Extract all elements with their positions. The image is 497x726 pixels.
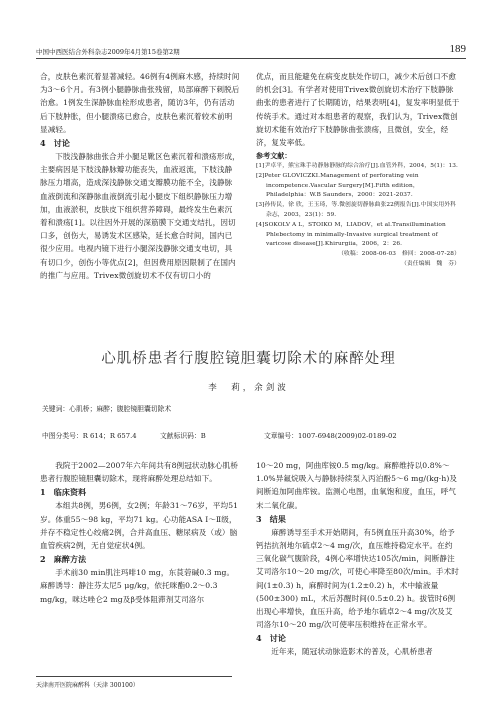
paragraph: 优点，而且能避免在病变皮肤处作切口，减少术后创口不愈的机会[3]。有学者对使用Trivex微创旋切术治疗下肢静脉曲张的患者进行了长期随访，结果表明[4]，复发率明显低于传统手术。通过对本组患者的观察，我们认为，Trivex微创旋切术能有效治疗下肢静脉曲张溃疡，且微创，安全，经济，复发率低。 <box>256 72 460 148</box>
reference-item: [4]SOKOLV A L，STOIKO M，LIADOV，et al.Transillumination Phlebectomy in minimally-Invasive surgical treatment of varicose disease[J].Khirurgiia，2006，2：26. <box>256 221 446 248</box>
article-id: 文章编号：1007-6948(2009)02-0189-02 <box>264 432 397 440</box>
section-heading: 1 临床资料 <box>40 487 87 498</box>
section-heading: 4 讨论 <box>40 138 70 149</box>
affiliation-footnote: 天津南开医院麻醉科（天津 300100） <box>36 676 232 689</box>
paragraph: 麻醉诱导至手术开始期间，有5例血压升高30%，给予钙拮抗剂地尔硫卓2～4 mg/次，血压维持稳定水平。在约三氧化碳气腹阶段，4例心率增快达105次/min，间断静注艾司洛尔10～20 mg/次，可使心率降至80次/min。手术时间(1±0.3) h，麻醉时间为(1.2±0.2) h，术中输液量(500±300) mL，术后苏醒时间(0.5±0.2) h。拔管时6例出现心率增快，血压升高，给予地尔硫卓2～4 mg/次及艾司洛尔10～20 mg/次可使率压积维持在正常水平。 <box>256 527 459 630</box>
top-right-column <box>256 70 460 270</box>
bottom-right-column <box>256 459 460 659</box>
top-left-column <box>40 70 240 282</box>
bottom-left-column <box>40 459 240 606</box>
section-heading: 3 结果 <box>256 513 286 524</box>
article-authors: 李 莉，余剑波 <box>208 383 289 393</box>
section-heading: 4 讨论 <box>256 633 286 644</box>
paragraph: 本组共8例，男6例，女2例；年龄31～76岁，平均51岁。体重55～98 kg，平均71 kg。心功能ASA Ⅰ～Ⅱ级，并存不稳定性心绞痛2例，合并高血压、糖尿病及（或）脑血管疾病2例，无自觉症状4例。 <box>40 501 239 551</box>
page-number: 189 <box>449 43 466 55</box>
paragraph: 10～20 mg，阿曲库铵0.5 mg/kg。麻醉维持以0.8%～1.0%异氟烷吸入与静脉持续泵入丙泊酚5～6 mg/(kg·h)及间断追加阿曲库铵。监测心电图，血氧饱和度，血压，呼气末二氧化碳。 <box>256 461 458 510</box>
responsible-editor: （责任编辑 魏 芬） <box>401 260 460 267</box>
document-code: 文献标识码：B <box>160 432 206 440</box>
paragraph: 合，皮肤色素沉着显著减轻。46例有4例麻木感，持续时间为3～6个月。有3例小腿静脉曲张残留，局部麻醉下刺脱后治愈。1例发生深静脉血栓形成患者，随访3年，仍有活动后下肢肿胀，但小腿溃疡已愈合，皮肤色素沉着较术前明显减轻。 <box>40 72 240 134</box>
references <box>256 151 460 270</box>
keywords: 关键词：心肌桥；麻醉；腹腔镜胆囊切除术 <box>42 405 172 413</box>
paragraph: 下肢浅静脉曲张合并小腿足靴区色素沉着和溃疡形成，主要病因是下肢浅静脉瓣功能丧失，血液返流，下肢浅静脉压力增高，造成深浅静脉交通支瓣膜功能不全，浅静脉血液倒流和深静脉血液倒流引起小腿皮下组织静脉压力增加，血液淤积，皮肤皮下组织营养障碍，最终发生色素沉着和溃疡[1]。以往因外开展的深筋膜下交通支结扎，因切口多，创伤大，易诱发术区感染，延长愈合时间，国内已很少应用。电视内镜下进行小腿深浅静脉交通支电切，具有切口少，创伤小等优点[2]，但因费用原因限制了在国内的推广与应用。Trivex微创旋切术不仅有切口小的 <box>40 152 240 280</box>
journal-info: 中国中西医结合外科杂志2009年4月第15卷第2期 <box>36 48 180 56</box>
article-title: 心肌桥患者行腹腔镜胆囊切除术的麻醉处理 <box>101 351 396 367</box>
running-header <box>36 44 466 59</box>
clc-number: 中图分类号：R 614；R 657.4 <box>42 432 137 440</box>
section-heading: 2 麻醉方法 <box>40 554 87 565</box>
paragraph: 我院于2002—2007年六年间共有8例冠状动脉心肌桥患者行腹腔镜胆囊切除术，现将麻醉处理总结如下。 <box>40 461 239 484</box>
reference-item: [2]Peter GLOVICZKI.Management of perforating vein incompetence.Vascular Surgery[M].Fifth edition，Philadelphia：W.B Saunders，2000：2021-2037. <box>256 172 419 199</box>
paragraph: 手术前30 min肌注玛啡10 mg，东莨菪碱0.3 mg。麻醉诱导：静注芬太尼5 μg/kg，依托咪酯0.2～0.3 mg/kg，咪达唑仑2 mg及β受体阻滞剂艾司洛尔 <box>40 568 235 604</box>
reference-item: [1]尹卓平，熊宝珠手功静脉静脉的综合治疗[J].血管外科，2004，5(1)：13. <box>256 163 458 170</box>
reference-item: [3]孙传民，徐 欣，王玉琦，等.微创旋切静脉曲张22例报告[J].中国实用外科杂志，2003，23(1)：59. <box>256 202 457 218</box>
paragraph: 近年来，随冠状动脉造影术的普及，心肌桥患者 <box>271 647 433 657</box>
references-heading: 参考文献： <box>256 151 292 161</box>
received-dates: （收稿：2008-06-03 修回：2008-07-28） <box>338 251 460 258</box>
